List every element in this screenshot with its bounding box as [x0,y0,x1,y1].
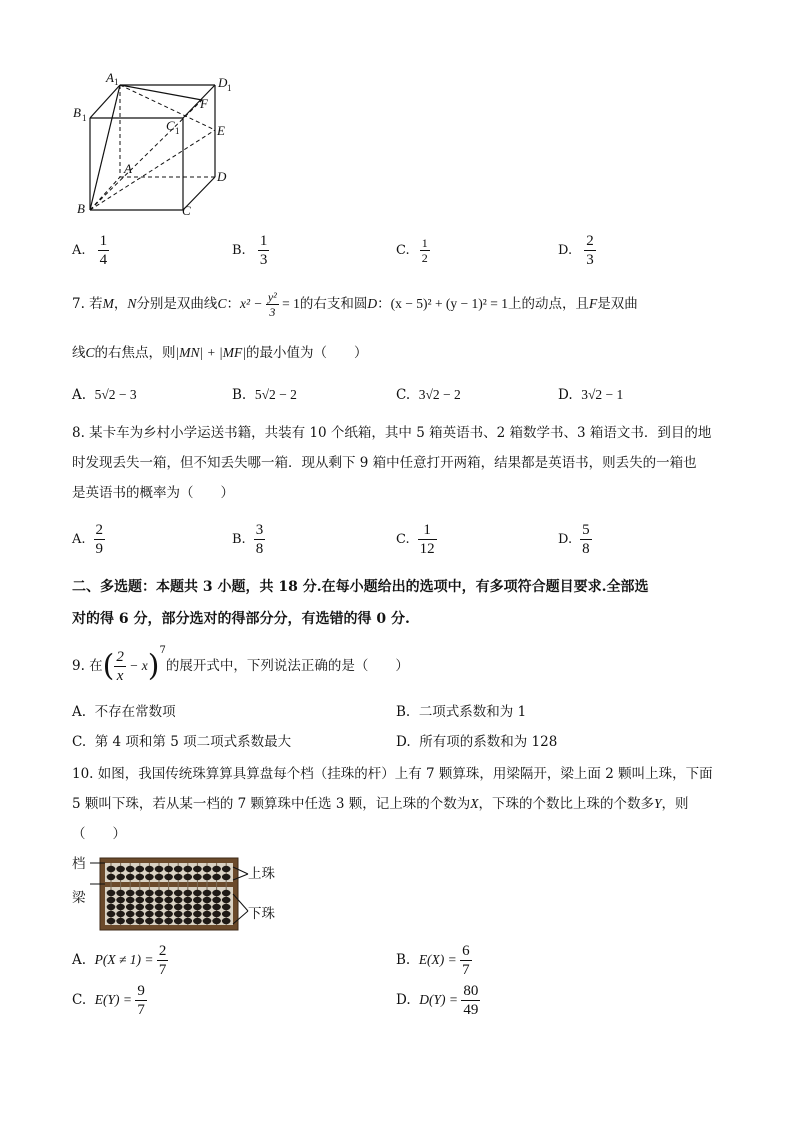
q10-line2: 5 颗叫下珠，若从某一档的 7 颗算珠中任选 3 颗，记上珠的个数为X，下珠的个数比上珠的个数多Y，则 [72,796,689,812]
q6-option-b: B. $\frac{1}{3}$ [232,233,268,268]
abacus-bead [126,890,135,896]
q8-line3: 是英语书的概率为（ ） [72,485,234,501]
abacus-bead [126,866,135,872]
q8-option-d: D. $\frac{5}{8}$ [558,522,590,557]
abacus-bead [136,866,145,872]
q9-option-b: B. 二项式系数和为 1 [396,704,527,720]
q10-option-b: B. E(X) = $\frac{6}{7}$ [396,943,470,978]
abacus-bead [107,890,116,896]
abacus-bead [155,897,164,903]
abacus-bead [174,918,183,924]
abacus-bead [193,918,202,924]
abacus-bead [203,904,212,910]
abacus-bead [136,918,145,924]
label-C: C [182,203,191,218]
abacus-bead [136,904,145,910]
q10-line3: （ ） [72,826,126,842]
abacus-bead [116,874,125,880]
abacus-bead [116,904,125,910]
abacus-bead [107,904,116,910]
abacus-bead [203,897,212,903]
abacus-bead [155,874,164,880]
abacus-bead [222,918,231,924]
abacus-bead [184,904,193,910]
q6-option-c: C. $\frac{1}{2}$ [396,236,428,265]
abacus-bead [136,874,145,880]
abacus-bead [184,918,193,924]
abacus-bead [222,874,231,880]
abacus-bead [155,890,164,896]
abacus-bead [212,874,221,880]
abacus-bead [174,874,183,880]
abacus-bead [116,890,125,896]
label-E: E [217,123,225,138]
q10-option-a: A. P(X ≠ 1) = $\frac{2}{7}$ [72,943,167,978]
q9-stem: 9. 在( $\frac{2}{x}$ − x)$^7$的展开式中，下列说法正确的是（ ） [72,644,409,684]
section2-line2: 对的得 6 分，部分选对的得部分分，有选错的得 0 分. [72,611,410,627]
abacus-bead [145,890,154,896]
abacus-bead [107,911,116,917]
q9-option-a: A. 不存在常数项 [72,704,176,720]
abacus-bead [145,897,154,903]
abacus-bead [145,874,154,880]
q10-line1: 10. 如图，我国传统珠算算具算盘每个档（挂珠的杆）上有 7 颗算珠，用梁隔开，梁上面 2 颗叫上珠，下面 [72,766,713,782]
abacus-bead [126,897,135,903]
q10-option-c: C. E(Y) = $\frac{9}{7}$ [72,983,145,1018]
abacus-bead [136,911,145,917]
abacus-figure [90,854,250,934]
svg-text:1: 1 [82,113,87,123]
abacus-bead [184,911,193,917]
abacus-bead [203,890,212,896]
abacus-bead [155,904,164,910]
abacus-bead [164,911,173,917]
abacus-bead [222,904,231,910]
abacus-bead [174,911,183,917]
abacus-bead [155,866,164,872]
q9-option-c: C. 第 4 项和第 5 项二项式系数最大 [72,734,292,750]
abacus-bead [126,911,135,917]
abacus-bead [155,918,164,924]
q7-line1: 7. 若M，N分别是双曲线C：x² − $\frac{\text{y²}}{3}$ = 1的右支和圆D：(x − 5)² + (y − 1)² = 1上的动点，且F是双曲 [72,290,638,319]
label-F: F [200,96,208,111]
abacus-bead [212,904,221,910]
abacus-bead [164,874,173,880]
svg-text:1: 1 [175,126,180,136]
abacus-bead [174,904,183,910]
abacus-bead [193,866,202,872]
q7-option-c: C. 3√2 − 2 [396,387,461,403]
abacus-bead [184,890,193,896]
abacus-bead [193,890,202,896]
abacus-bead [203,918,212,924]
cube-figure [70,70,240,220]
abacus-bead [145,918,154,924]
q7-option-b: B. 5√2 − 2 [232,387,297,403]
label-B1: B [73,105,81,120]
abacus-label-xiazhu: 下珠 [248,906,275,922]
abacus-bead [222,890,231,896]
abacus-bead [136,890,145,896]
abacus-label-shangzhu: 上珠 [248,866,275,882]
abacus-label-liang: 梁 [72,890,86,906]
label-D1: D [218,75,228,90]
abacus-bead [116,918,125,924]
abacus-bead [203,911,212,917]
label-C1: C [166,118,175,133]
abacus-bead [164,918,173,924]
abacus-bead [222,897,231,903]
q8-option-c: C. $\frac{1}{12}$ [396,522,435,557]
abacus-bead [193,911,202,917]
abacus-bead [212,918,221,924]
q7-line2: 线C的右焦点，则|MN| + |MF|的最小值为（ ） [72,345,368,361]
abacus-bead [116,897,125,903]
abacus-bead [145,911,154,917]
q7-option-a: A. 5√2 − 3 [72,387,137,403]
abacus-bead [212,866,221,872]
abacus-bead [107,918,116,924]
abacus-bead [193,904,202,910]
abacus-bead [174,897,183,903]
q8-line1: 8. 某卡车为乡村小学运送书籍，共装有 10 个纸箱，其中 5 箱英语书、2 箱数学书、3 箱语文书．到目的地 [72,425,712,441]
q8-option-b: B. $\frac{3}{8}$ [232,522,264,557]
q6-option-a: A. $\frac{1}{4}$ [72,233,108,268]
abacus-bead [222,866,231,872]
section2-line1: 二、多选题：本题共 3 小题，共 18 分.在每小题给出的选项中，有多项符合题目要求.全部选 [72,579,649,595]
abacus-bead [126,874,135,880]
q10-option-d: D. D(Y) = $\frac{80}{49}$ [396,983,479,1018]
svg-text:1: 1 [114,77,119,87]
abacus-bead [164,897,173,903]
abacus-bead [164,890,173,896]
abacus-bead [155,911,164,917]
label-A1: A [106,70,114,85]
abacus-bead [193,897,202,903]
abacus-bead [116,866,125,872]
svg-text:1: 1 [227,83,232,93]
label-A: A [124,161,132,176]
abacus-label-dang: 档 [72,856,86,872]
q7-option-d: D. 3√2 − 1 [558,387,624,403]
abacus-bead [222,911,231,917]
q9-option-d: D. 所有项的系数和为 128 [396,734,558,750]
abacus-bead [174,866,183,872]
abacus-bead [107,874,116,880]
q8-option-a: A. $\frac{2}{9}$ [72,522,104,557]
abacus-bead [164,904,173,910]
abacus-bead [212,911,221,917]
abacus-bead [212,890,221,896]
abacus-bead [126,918,135,924]
abacus-bead [116,911,125,917]
q6-option-d: D. $\frac{2}{3}$ [558,233,594,268]
abacus-bead [145,866,154,872]
label-B: B [77,201,85,216]
q8-line2: 时发现丢失一箱，但不知丢失哪一箱．现从剩下 9 箱中任意打开两箱，结果都是英语书，则丢失的一箱也 [72,455,697,471]
abacus-bead [212,897,221,903]
abacus-bead [107,897,116,903]
abacus-bead [184,897,193,903]
abacus-bead [203,874,212,880]
abacus-bead [145,904,154,910]
abacus-bead [107,866,116,872]
abacus-bead [184,866,193,872]
abacus-bead [174,890,183,896]
abacus-bead [184,874,193,880]
abacus-bead [193,874,202,880]
abacus-bead [164,866,173,872]
abacus-bead [126,904,135,910]
label-D: D [217,169,227,184]
abacus-bead [203,866,212,872]
abacus-bead [136,897,145,903]
